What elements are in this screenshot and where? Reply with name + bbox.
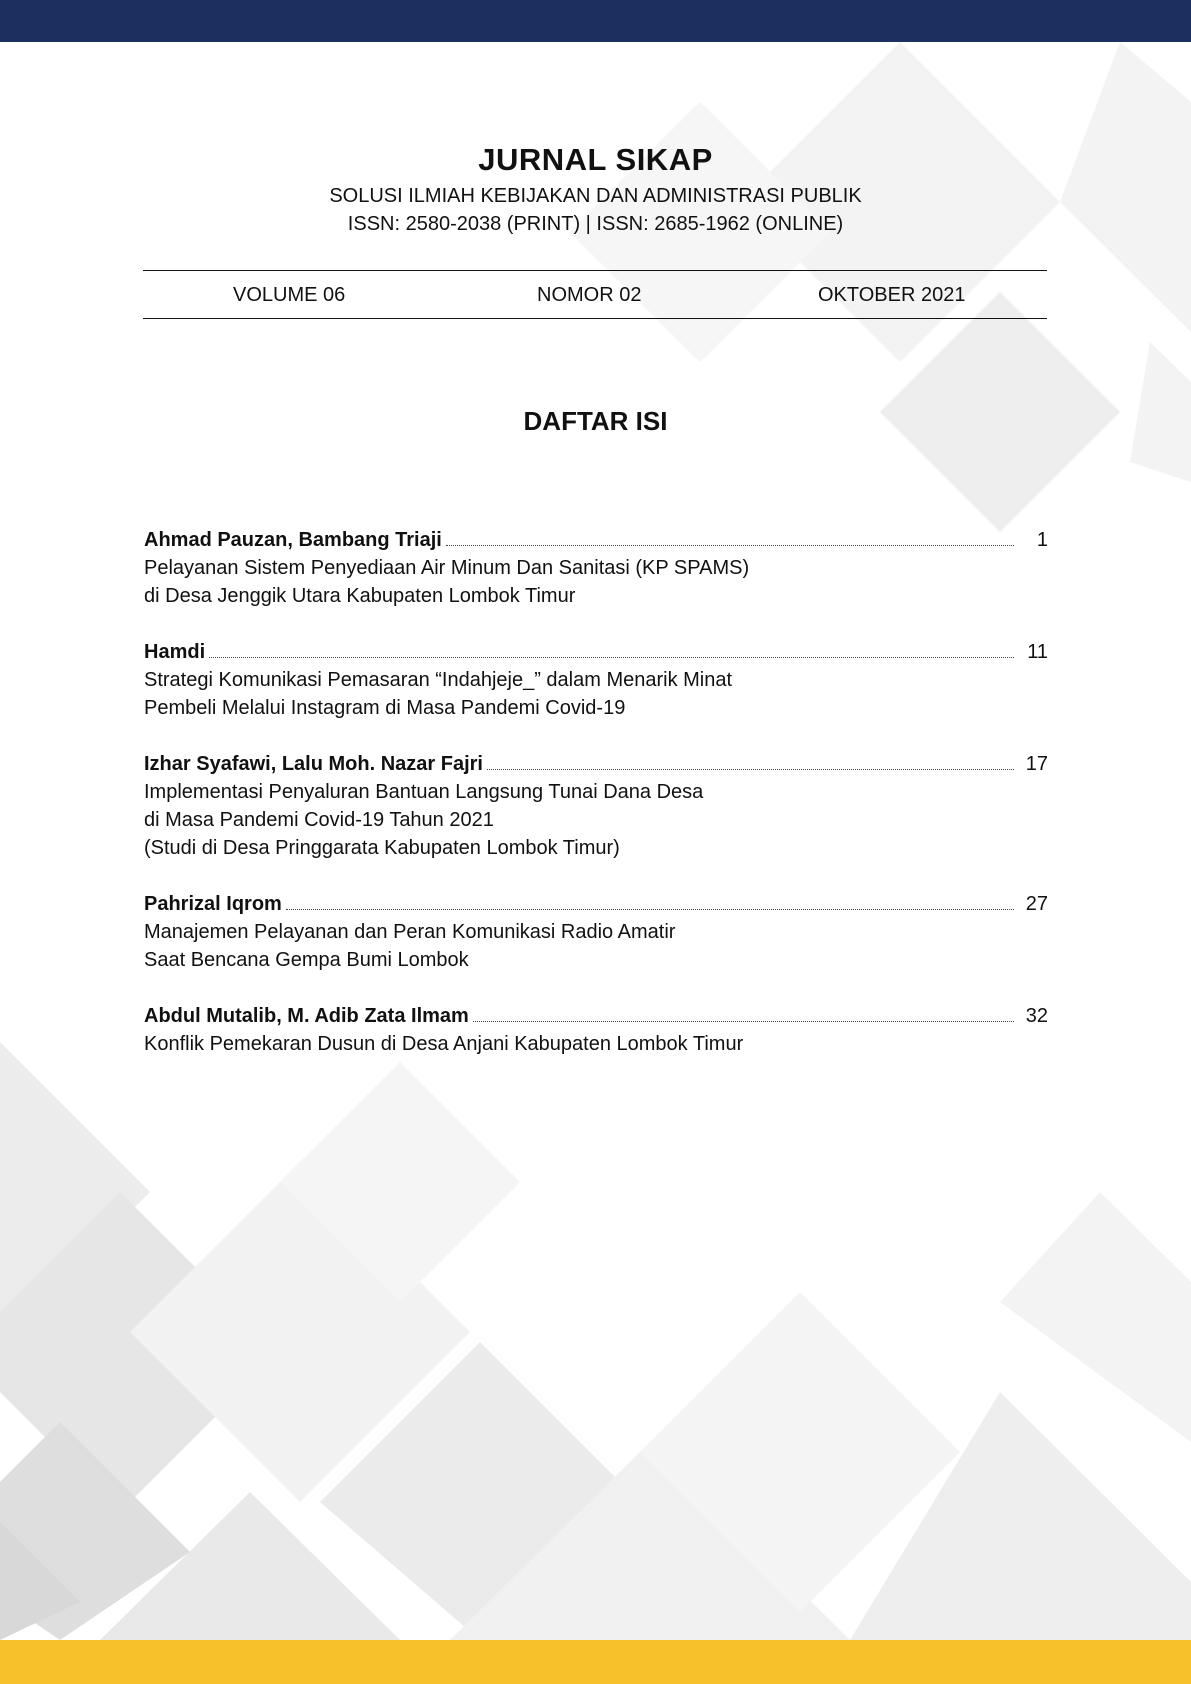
bottom-color-bar bbox=[0, 1640, 1191, 1684]
toc-entry[interactable] bbox=[144, 750, 1048, 862]
toc-leader-dots bbox=[473, 1021, 1014, 1022]
toc-page-number: 32 bbox=[1025, 1005, 1048, 1027]
issue-info-row bbox=[143, 280, 1047, 310]
toc-leader-dots bbox=[487, 769, 1014, 770]
toc-page-number: 1 bbox=[1036, 529, 1048, 551]
toc-authors: Izhar Syafawi, Lalu Moh. Nazar Fajri bbox=[144, 753, 483, 775]
toc-leader-dots bbox=[286, 909, 1014, 910]
journal-subtitle: SOLUSI ILMIAH KEBIJAKAN DAN ADMINISTRASI PUBLIK bbox=[329, 185, 862, 207]
issue-volume: VOLUME 06 bbox=[233, 284, 346, 306]
toc-title-line: (Studi di Desa Pringgarata Kabupaten Lombok Timur) bbox=[144, 837, 620, 859]
toc-entry[interactable] bbox=[144, 890, 1048, 974]
toc-entry[interactable] bbox=[144, 526, 1048, 610]
toc-page-number: 11 bbox=[1027, 641, 1048, 663]
issue-date: OKTOBER 2021 bbox=[818, 284, 966, 306]
table-of-contents bbox=[144, 526, 1048, 1086]
journal-header bbox=[0, 140, 1191, 238]
toc-leader-dots bbox=[209, 657, 1014, 658]
toc-leader-dots bbox=[446, 545, 1014, 546]
issue-number: NOMOR 02 bbox=[537, 284, 642, 306]
toc-authors: Hamdi bbox=[144, 641, 206, 663]
toc-authors: Pahrizal Iqrom bbox=[144, 893, 282, 915]
header-rule-bottom bbox=[143, 318, 1047, 319]
toc-authors: Ahmad Pauzan, Bambang Triaji bbox=[144, 529, 442, 551]
toc-title-line: Implementasi Penyaluran Bantuan Langsung Tunai Dana Desa bbox=[144, 781, 704, 803]
top-color-bar bbox=[0, 0, 1191, 42]
journal-title: JURNAL SIKAP bbox=[478, 142, 713, 177]
toc-heading: DAFTAR ISI bbox=[523, 406, 668, 436]
toc-title-line: Pelayanan Sistem Penyediaan Air Minum Dan Sanitasi (KP SPAMS) bbox=[144, 557, 750, 579]
toc-title-line: Pembeli Melalui Instagram di Masa Pandemi Covid-19 bbox=[144, 697, 626, 719]
toc-entry[interactable] bbox=[144, 638, 1048, 722]
toc-page-number: 27 bbox=[1025, 893, 1048, 915]
toc-title-line: Manajemen Pelayanan dan Peran Komunikasi Radio Amatir bbox=[144, 921, 676, 943]
toc-title-line: Strategi Komunikasi Pemasaran “Indahjeje_” dalam Menarik Minat bbox=[144, 669, 733, 691]
toc-title-line: Saat Bencana Gempa Bumi Lombok bbox=[144, 949, 469, 971]
journal-issn: ISSN: 2580-2038 (PRINT) | ISSN: 2685-1962 (ONLINE) bbox=[347, 213, 844, 235]
toc-title-line: di Masa Pandemi Covid-19 Tahun 2021 bbox=[144, 809, 494, 831]
header-rule-top bbox=[143, 270, 1047, 271]
toc-page-number: 17 bbox=[1025, 753, 1048, 775]
toc-title-line: Konflik Pemekaran Dusun di Desa Anjani Kabupaten Lombok Timur bbox=[144, 1033, 744, 1055]
toc-entry[interactable] bbox=[144, 1002, 1048, 1058]
toc-title-line: di Desa Jenggik Utara Kabupaten Lombok Timur bbox=[144, 585, 576, 607]
toc-authors: Abdul Mutalib, M. Adib Zata Ilmam bbox=[144, 1005, 469, 1027]
